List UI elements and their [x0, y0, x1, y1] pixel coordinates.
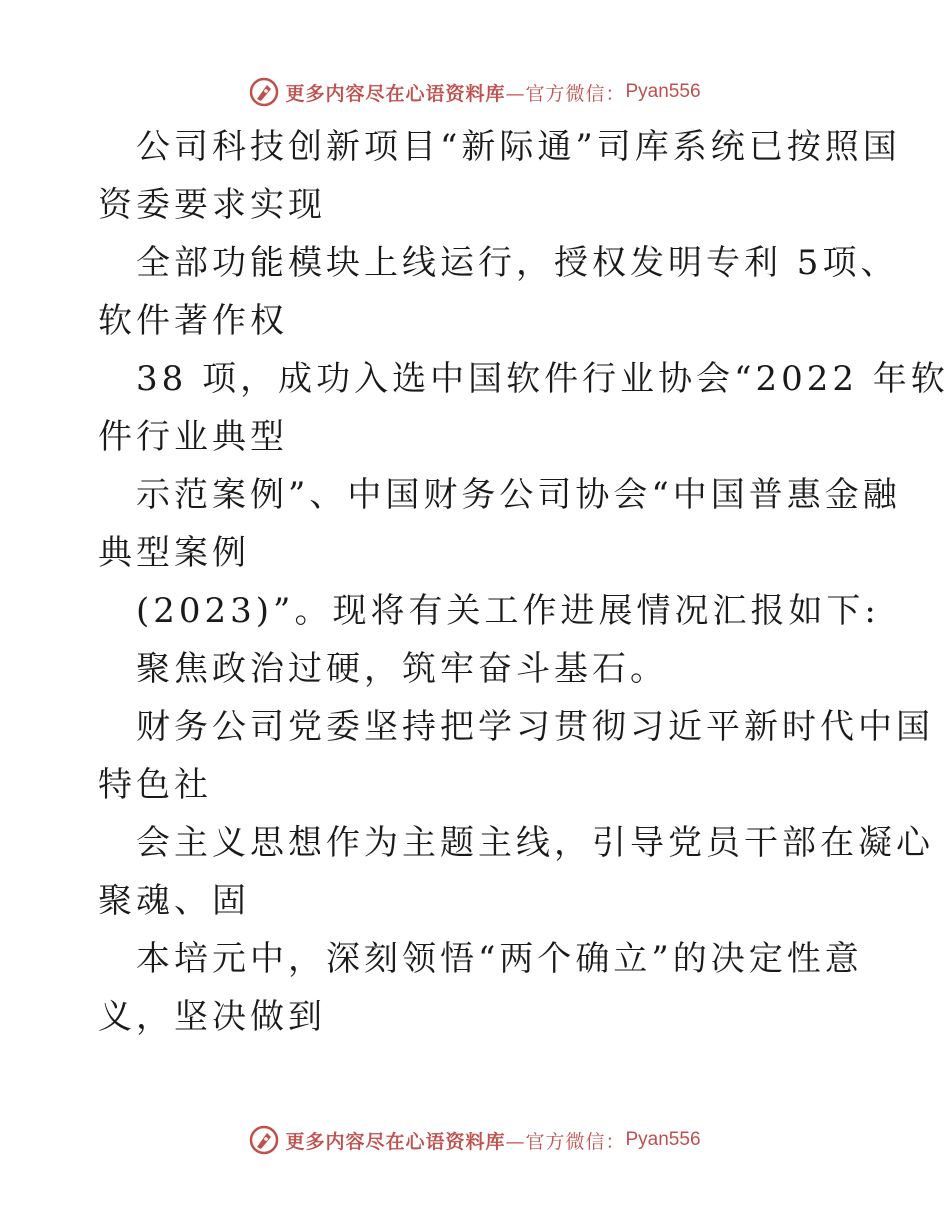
text-line: 软件著作权 — [98, 301, 288, 341]
text-line: 特色社 — [98, 765, 212, 805]
text-line: 全部功能模块上线运行，授权发明专利 5项、 — [136, 243, 899, 283]
document-body — [98, 118, 949, 1046]
text-line: 财务公司党委坚持把学习贯彻习近平新时代中国 — [136, 707, 934, 747]
text-line: 资委要求实现 — [98, 185, 326, 225]
text-line: 聚魂、固 — [98, 881, 250, 921]
text-line: 义，坚决做到 — [98, 997, 326, 1037]
banner-account-id: Pyan556 — [625, 1129, 701, 1150]
pen-nib-circle-logo-icon — [249, 77, 279, 107]
banner-separator-text: —官方微信： — [505, 1130, 626, 1153]
text-line: 典型案例 — [98, 533, 250, 573]
text-line: 38 项，成功入选中国软件行业协会“2022 年软 — [136, 359, 949, 399]
text-line: (2023)”。现将有关工作进展情况汇报如下: — [136, 591, 880, 631]
text-line: 示范案例”、中国财务公司协会“中国普惠金融 — [136, 475, 901, 515]
text-line: 件行业典型 — [98, 417, 288, 457]
text-line: 公司科技创新项目“新际通”司库系统已按照国 — [136, 127, 901, 167]
text-line: 本培元中，深刻领悟“两个确立”的决定性意 — [136, 939, 863, 979]
banner-main-text: 更多内容尽在心语资料库 — [285, 1130, 506, 1153]
banner-main-text: 更多内容尽在心语资料库 — [285, 82, 506, 105]
banner-separator-text: —官方微信： — [505, 82, 626, 105]
pen-nib-circle-logo-icon — [249, 1125, 279, 1155]
banner-account-id: Pyan556 — [625, 81, 701, 102]
text-line: 聚焦政治过硬，筑牢奋斗基石。 — [136, 649, 668, 689]
header-watermark-banner — [0, 72, 950, 112]
text-line: 会主义思想作为主题主线，引导党员干部在凝心 — [136, 823, 934, 863]
footer-watermark-banner — [0, 1120, 950, 1160]
